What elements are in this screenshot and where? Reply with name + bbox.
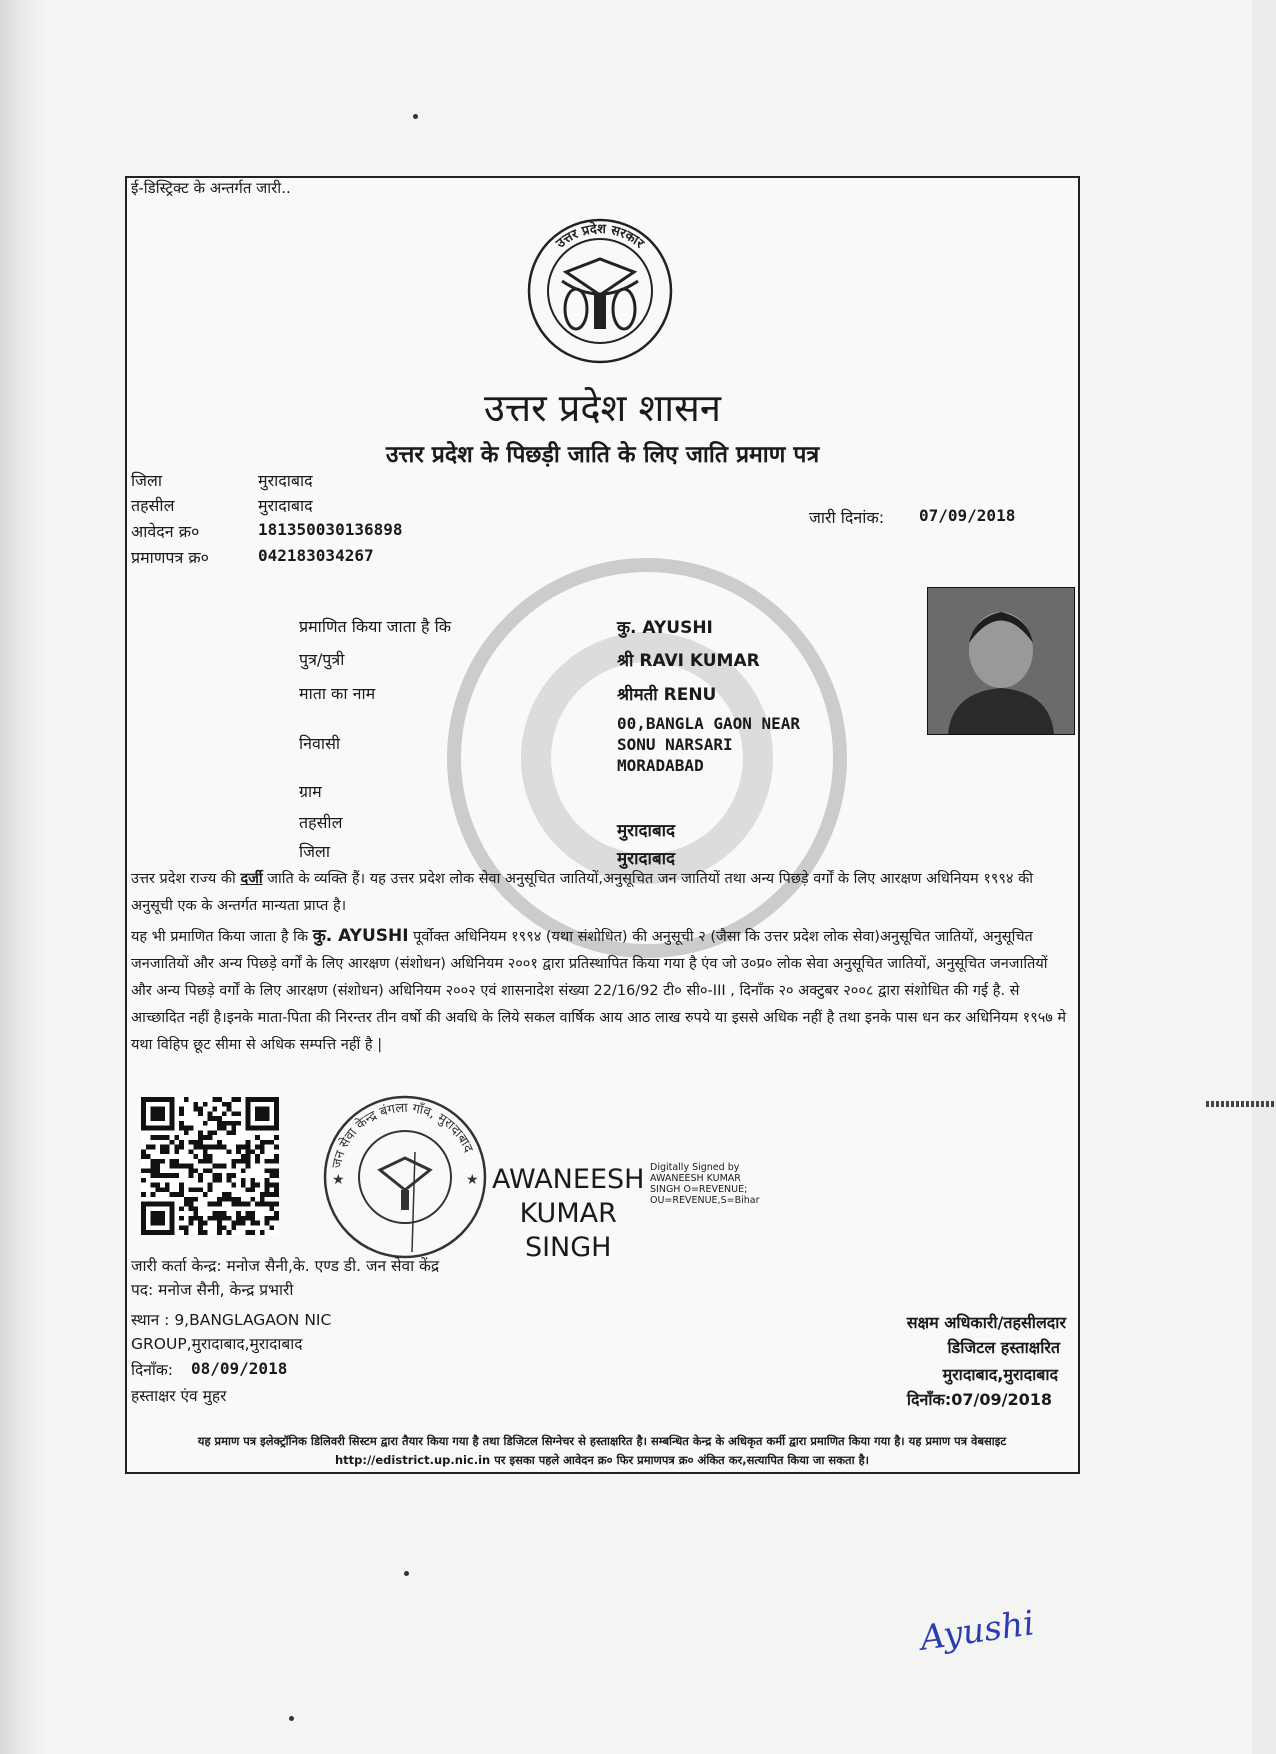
officer-title: सक्षम अधिकारी/तहसीलदार [906,1313,1066,1332]
issue-date: 07/09/2018 [919,506,1016,525]
father-name: श्री RAVI KUMAR [617,651,760,671]
meta-label: आवेदन क्र० [131,522,200,541]
issue-date-label: जारी दिनांक: [809,508,885,527]
emblem-text: उत्तर प्रदेश सरकार [553,221,647,252]
speck [404,1571,409,1576]
person-label: ग्राम [299,782,322,801]
seal-text: जन सेवा केन्द्र बंगला गाँव, मुरादाबाद [329,1100,476,1170]
page-subtitle: उत्तर प्रदेश के पिछड़ी जाति के लिए जाति प्रमाण पत्र [385,442,820,468]
address-line: 00,BANGLA GAON NEAR [617,714,801,733]
applicant-photo [927,587,1075,735]
issuing-center: जारी कर्ता केन्द्र: मनोज सैनी,के. एण्ड डी. जन सेवा केंद्र [131,1257,440,1275]
issuer-place: स्थान : 9,BANGLAGAON NIC [131,1311,332,1329]
person-name: कु. AYUSHI [617,618,713,638]
meta-label: जिला [131,471,163,490]
speck [413,114,418,119]
statement-name: कु. AYUSHI [312,926,409,946]
issuer-place: GROUP,मुरादाबाद,मुरादाबाद [131,1335,303,1353]
issuer-date: 08/09/2018 [191,1359,288,1378]
svg-text:★: ★ [466,1172,479,1188]
issuer-sign-label: हस्ताक्षर एंव मुहर [131,1387,227,1405]
person-label: माता का नाम [299,684,376,703]
header-note: ई-डिस्ट्रिक्ट के अन्तर्गत जारी.. [131,179,291,197]
digital-signature-info: Digitally Signed by AWANEESH KUMAR SINGH O=REVENUE; OU=REVENUE,S=Bihar [650,1162,760,1206]
up-emblem-icon [526,217,674,365]
jan-seva-kendra-seal-icon [320,1092,490,1262]
person-label: प्रमाणित किया जाता है कि [299,617,452,636]
application-number: 181350030136898 [258,520,403,539]
scan-edge-left [0,0,46,1754]
officer-place: मुरादाबाद,मुरादाबाद [942,1365,1058,1384]
person-district: मुरादाबाद [617,849,676,869]
mother-name: श्रीमती RENU [617,685,717,705]
meta-label: प्रमाणपत्र क्र० [131,548,209,567]
meta-value-district: मुरादाबाद [258,471,313,490]
address-line: SONU NARSARI [617,735,733,754]
certificate-number: 042183034267 [258,546,374,565]
certificate [125,176,1080,1474]
address-line: MORADABAD [617,756,704,775]
issuer-post: पद: मनोज सैनी, केन्द्र प्रभारी [131,1281,294,1299]
caste-statement: उत्तर प्रदेश राज्य की दर्जी जाति के व्यक्ति हैं। यह उत्तर प्रदेश लोक सेवा अनुसूचित जातियों,अनुसूचित जन जातियों तथा अन्य पिछड़े वर्गों के लिए आरक्षण अधिनियम १९९४ की अनुसूची एक के अन्तर्गत मान्यता प्राप्त है। [131,871,1033,914]
page-title: उत्तर प्रदेश शासन [484,386,721,430]
meta-label: तहसील [131,496,175,515]
qr-code-icon [141,1096,279,1236]
person-label: जिला [299,842,331,861]
issuer-date-label: दिनाँक: [131,1361,173,1379]
caste-name: दर्जी [240,871,263,887]
scan-edge-right [1252,0,1276,1754]
person-label: तहसील [299,813,343,832]
verification-note: यह प्रमाण पत्र इलेक्ट्रॉनिक डिलिवरी सिस्टम द्वारा तैयार किया गया है तथा डिजिटल सिग्नेचर से हस्ताक्षरित है। सम्बन्धित केन्द्र के अधिकृत कर्मी द्वारा प्रमाणित किया गया है। यह प्रमाण पत्र वेबसाइट http://edistrict.up.nic.in पर इसका पहले आवेदन क्र० फिर प्रमाणपत्र क्र० अंकित कर,सत्यापित किया जा सकता है। [197,1434,1007,1467]
officer-sign: डिजिटल हस्ताक्षरित [947,1338,1060,1357]
exclusion-statement: यह भी प्रमाणित किया जाता है कि कु. AYUSHI पूर्वोक्त अधिनियम १९९४ (यथा संशोधित) की अनुसूची २ (जैसा कि उत्तर प्रदेश लोक सेवा)अनुसूचित जातियों, अनुसूचित जनजातियों और अन्य पिछड़े वर्गों के लिए आरक्षण (संशोधन) अधिनियम २००१ द्वारा प्रतिस्थापित किया गया है एंव जो उ०प्र० लोक सेवा अनुसूचित जातियों, अनुसूचित जनजातियों और अन्य पिछड़े वर्गों के लिए आरक्षण (संशोधन) अधिनियम २००२ एवं शासनादेश संख्या 22/16/92 टी० सी०-III , दिनाँक २० अक्टुबर २००८ द्वारा संशोधित की गई है. से आच्छादित नहीं है।इनके माता-पिता की निरन्तर तीन वर्षो की अवधि के लिये सकल वार्षिक आय आठ लाख रुपये या इससे अधिक नहीं है तथा इनके पास धन कर अधिनियम १९५७ मे यथा विहिप छूट सीमा से अधिक सम्पत्ति नहीं है | [131,926,1067,1053]
svg-text:उत्तर प्रदेश सरकार [553,221,647,252]
meta-value-tehsil: मुरादाबाद [258,496,313,515]
signer-name: AWANEESH KUMAR SINGH [492,1164,645,1263]
svg-text:★: ★ [332,1172,345,1188]
handwritten-signature: Ayushi [917,1603,1037,1659]
person-label: पुत्र/पुत्री [299,650,345,669]
scan-edge-mark [1206,1101,1276,1107]
person-tehsil: मुरादाबाद [617,821,676,841]
speck [289,1716,294,1721]
person-label: निवासी [299,734,341,753]
officer-date: दिनाँक:07/09/2018 [906,1390,1052,1409]
